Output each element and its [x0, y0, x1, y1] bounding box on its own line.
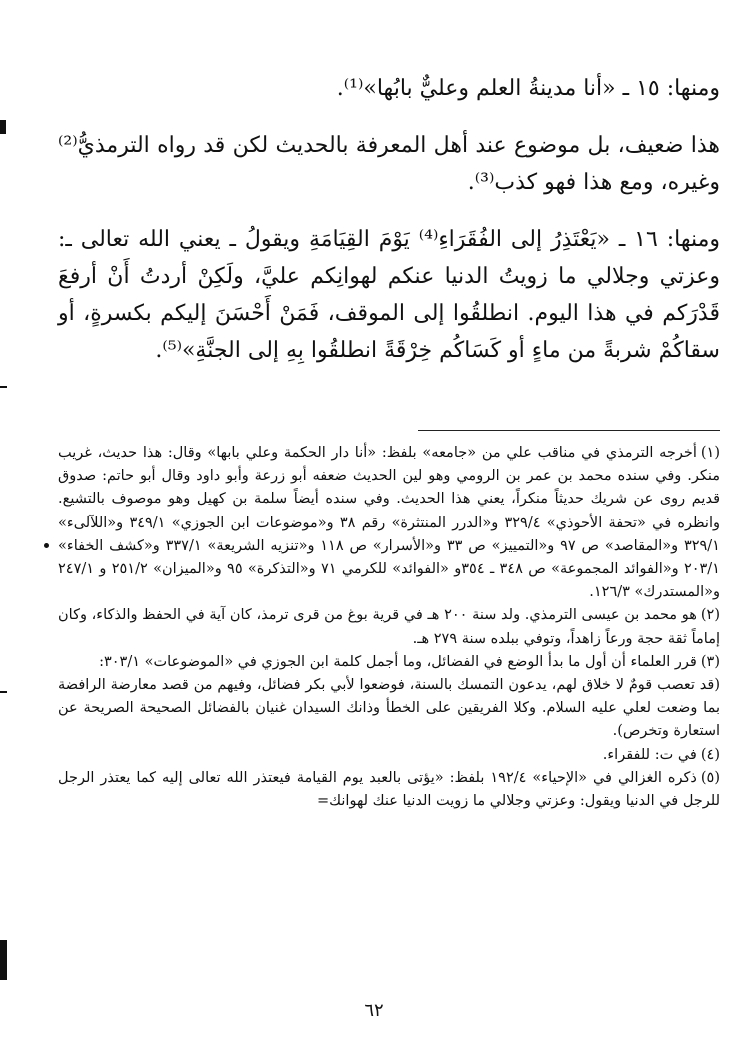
footnote-2 [58, 604, 720, 650]
footnote-number: (٤) [700, 746, 720, 763]
footnote-5 [58, 767, 720, 813]
footnote-text: أخرجه الترمذي في مناقب علي من «جامعه» بلفظ: «أنا دار الحكمة وعلي بابها» وقال: هذا حديث، غريب منكر. وفي سنده محمد بن عمر بن الرومي وهو لين الحديث ضعفه أبو زرعة وأبو داود وقال أبو حاتم: صدوق قديم روى عن شريك حديثاً منكراً، يعني هذا الحديث. وفي سنده أيضاً سلمة بن كهيل وهو موصوف بالتشيع. وانظره في «تحفة الأحوذي» ٣٢٩/٤ و«الدرر المنتثرة» رقم ٣٨ و«موضوعات ابن الجوزي» ٣٤٩/١ و«اللآلىء» ٣٢٩/١ و«المقاصد» ص ٩٧ و«التمييز» ص ٣٣ و«الأسرار» ص ١١٨ و«تنزيه الشريعة» ٣٣٧/١ و«كشف الخفاء» ٢٠٣/١ و«الفوائد المجموعة» ص ٣٤٨ ـ ٣٥٤و «الفوائد» للكرمي ٧١ و«التذكرة» ٩٥ و«الميزان» ٢٥١/٢ و ٢٤٧/١ و«المستدرك» ١٢٦/٣. [58, 445, 720, 601]
footnote-4 [58, 744, 720, 767]
footnote-1 [58, 442, 720, 604]
footnote-divider [418, 430, 720, 431]
margin-dot [44, 543, 49, 548]
footnote-3-quote [58, 674, 720, 744]
margin-mark [0, 691, 7, 693]
margin-mark [0, 386, 7, 388]
main-text [58, 70, 720, 384]
footnote-text: (قد تعصب قومٌ لا خلاق لهم، يدعون التمسك بالسنة، فوضعوا لأبي بكر فضائل، وفيهم من قصد معارضة الرافضة بما وضعت لعلي عليه السلام. وكلا الفريقين على الخطأ وذانك السيدان غنيان بالفضائل الصحيحة الصريحة عن استعارة وتخرص). [58, 677, 720, 740]
paragraph-hadith-16: ومنها: ١٦ ـ «يَعْتَذِرُ إلى الفُقَرَاءِ⁽⁴⁾ يَوْمَ القِيَامَةِ ويقولُ ـ يعني الله تعالى ـ: وعزتي وجلالي ما زويتُ الدنيا عنكم لهوانِكم عليَّ، ولَكِنْ أردتُ أَنْ أرفعَ قَدْرَكم في هذا اليوم. انطلقُوا إلى الموقف، فَمَنْ أَحْسَنَ إليكم بكسرةٍ، أو سقاكُمْ شربةً من ماءٍ أو كَسَاكُم خِرْقَةً انطلقُوا بِهِ إلى الجنَّةِ»⁽⁵⁾. [58, 227, 721, 363]
margin-mark [0, 120, 6, 134]
paragraph-commentary: هذا ضعيف، بل موضوع عند أهل المعرفة بالحديث لكن قد رواه الترمذيُّ⁽²⁾ وغيره، ومع هذا فهو كذب⁽³⁾. [58, 133, 720, 195]
footnotes [58, 442, 720, 813]
footnote-text: قرر العلماء أن أول ما بدأ الوضع في الفضائل، وما أجمل كلمة ابن الجوزي في «الموضوعات» ٣٠٣/١: [99, 653, 697, 670]
footnote-number: (١) [700, 445, 720, 461]
page-number: ٦٢ [364, 1000, 384, 1021]
footnote-3 [58, 651, 720, 674]
footnote-number: (٥) [700, 769, 720, 786]
footnote-text: هو محمد بن عيسى الترمذي. ولد سنة ٢٠٠ هـ في قرية بوغ من قرى ترمذ، كان آية في الحفظ والذكاء، وكان إماماً ثقة حجة ورعاً زاهداً، وتوفي ببلده سنة ٢٧٩ هـ. [58, 607, 720, 647]
margin-mark [0, 940, 7, 980]
footnote-number: (٢) [700, 607, 721, 624]
footnote-number: (٣) [700, 653, 720, 670]
footnote-text: ذكره الغزالي في «الإحياء» ١٩٢/٤ بلفظ: «يؤتى بالعبد يوم القيامة فيعتذر الله تعالى إليه كما يعتذر الرجل للرجل في الدنيا ويقول: وعزتي وجلالي ما زويت الدنيا عنك لهوانك= [58, 769, 720, 810]
paragraph-hadith-15: ومنها: ١٥ ـ «أنا مدينةُ العلم وعليٌّ بابُها»⁽¹⁾. [336, 76, 720, 101]
footnote-text: في ت: للفقراء. [602, 746, 697, 763]
